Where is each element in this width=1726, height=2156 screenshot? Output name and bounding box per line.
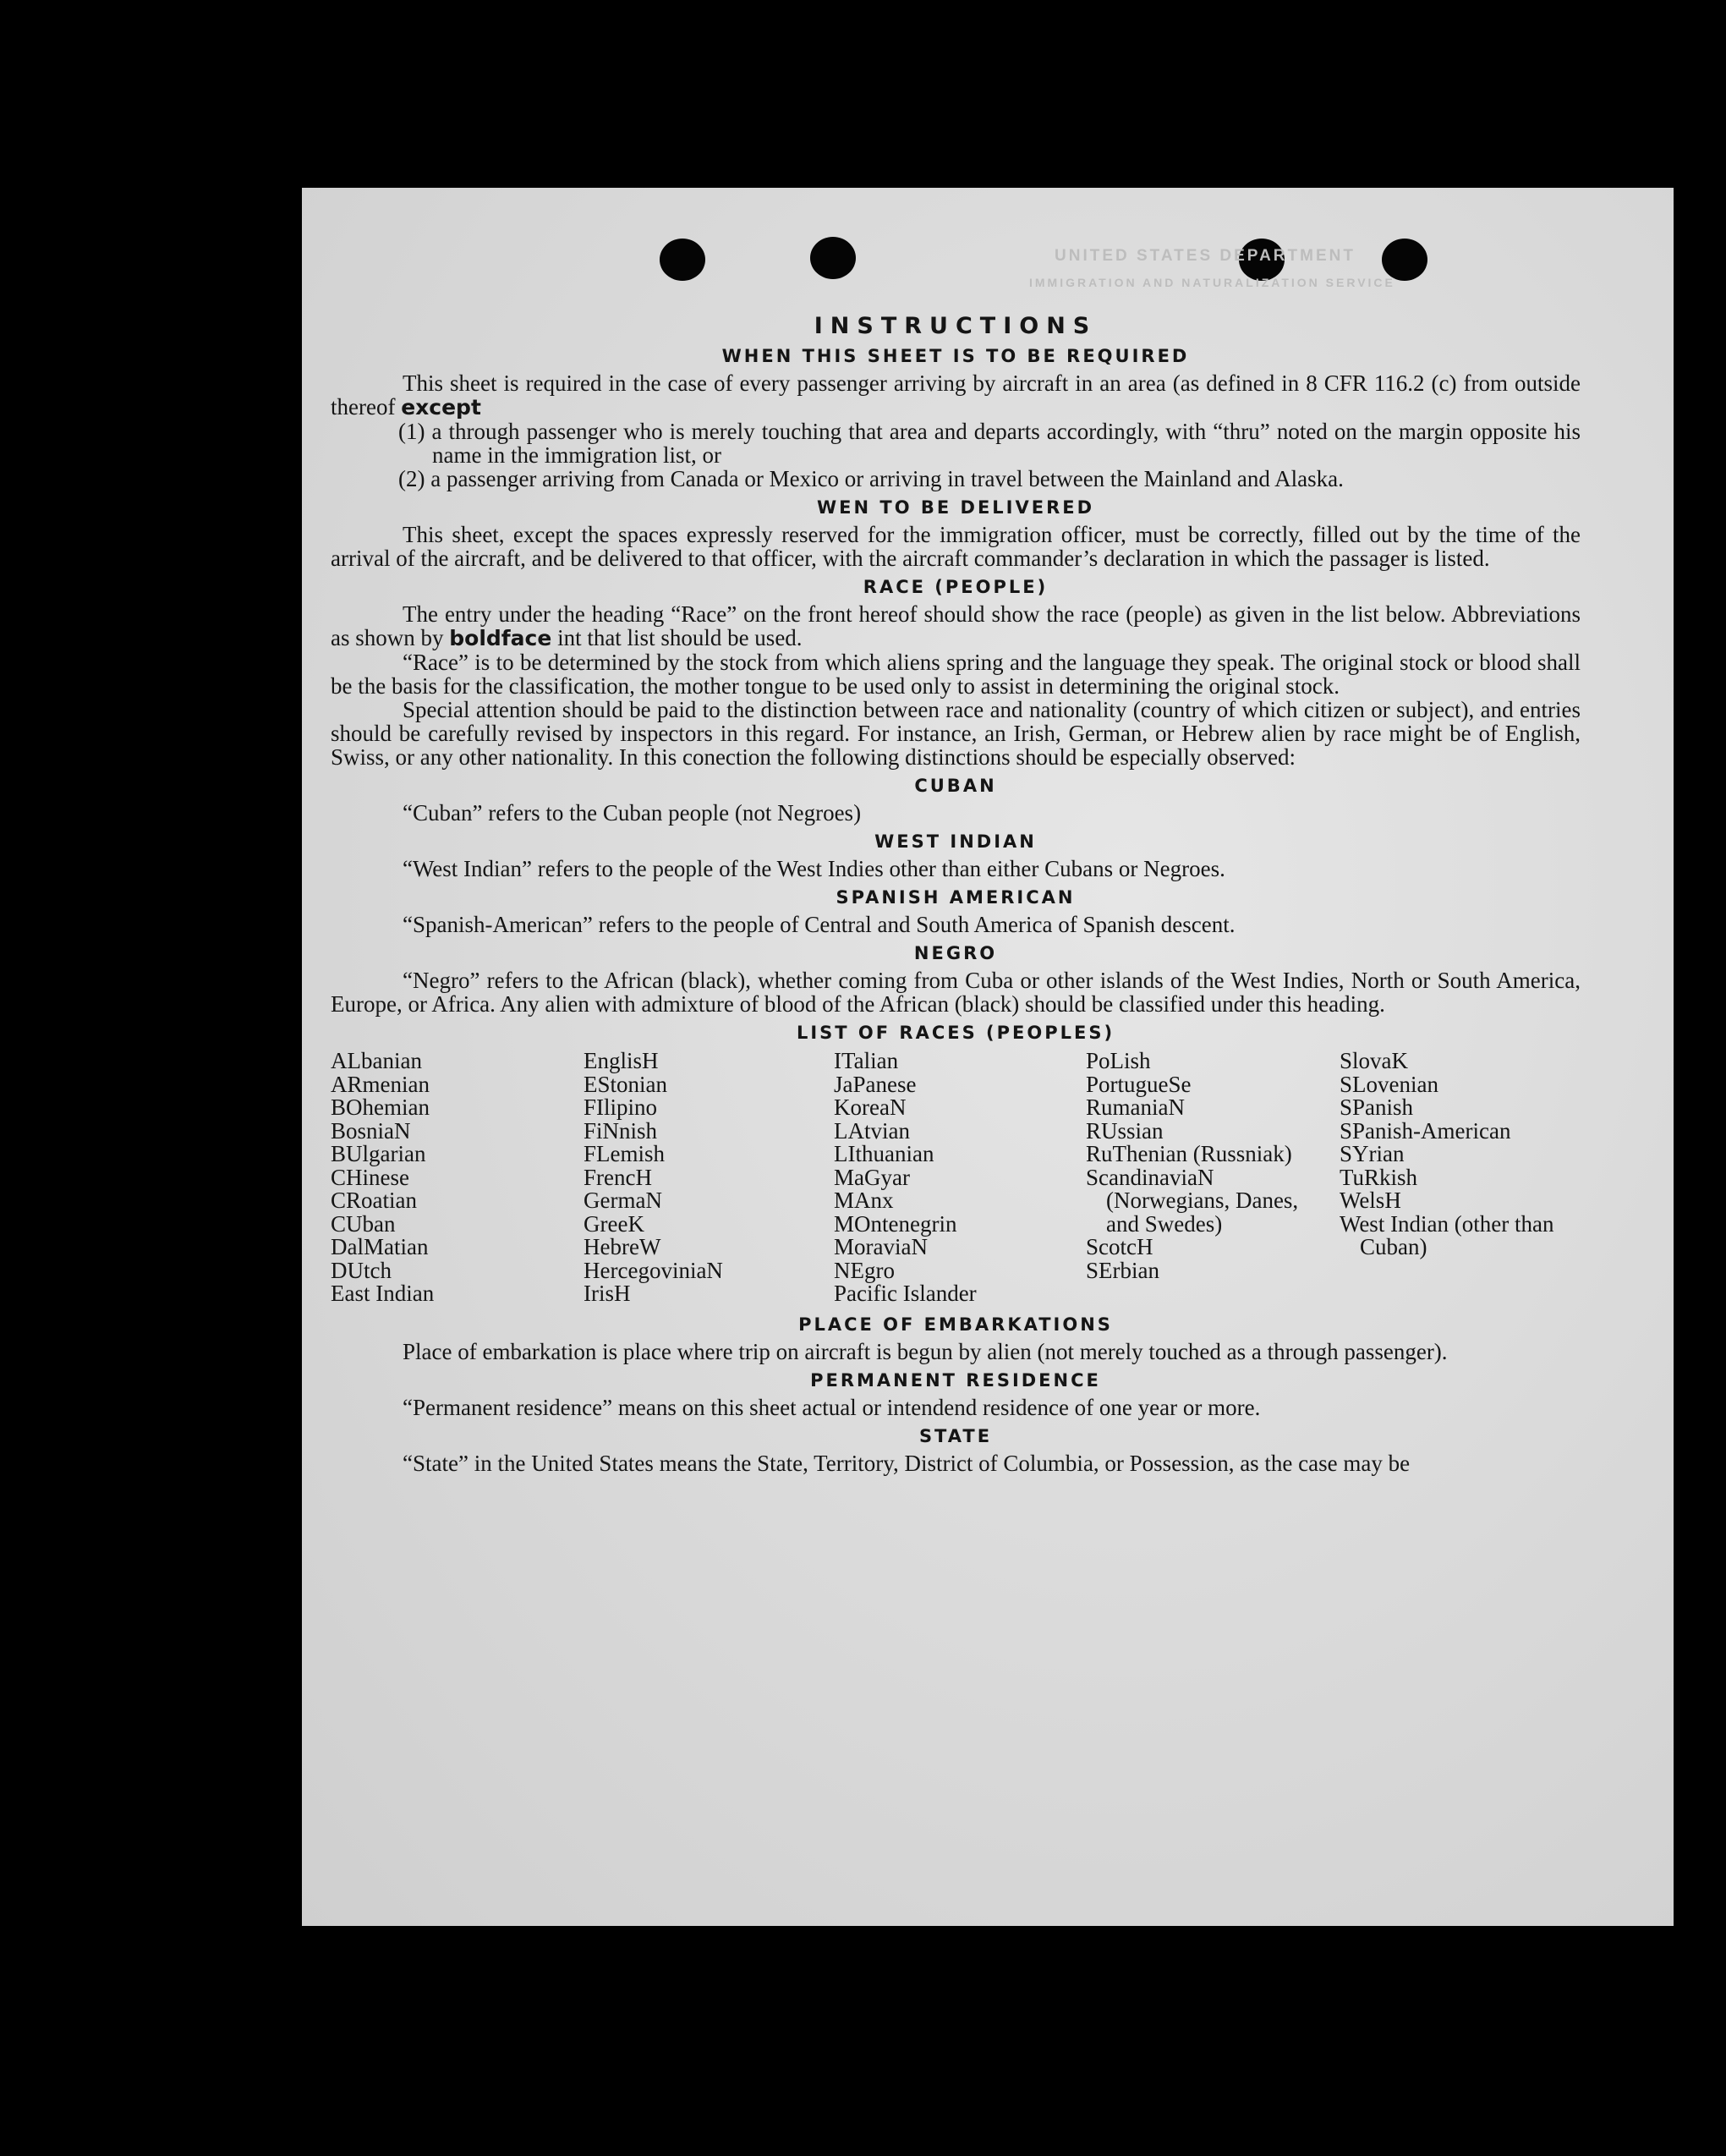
paragraph: “State” in the United States means the State, Territory, District of Columbia, or Possession, as the case may be	[403, 1450, 1411, 1476]
bleed-through-text: UNITED STATES DEPARTMENT	[1055, 247, 1356, 265]
race-entry: EStonian	[584, 1071, 667, 1097]
race-entry: PoLish	[1086, 1048, 1151, 1073]
paragraph: “Cuban” refers to the Cuban people (not Negroes)	[403, 800, 862, 826]
race-entry: TuRkish	[1340, 1164, 1418, 1190]
paragraph: “West Indian” refers to the people of the West Indies other than either Cubans or Negroes.	[403, 856, 1225, 881]
race-entry: BosniaN	[331, 1117, 411, 1144]
race-entry: ARmenian	[331, 1071, 430, 1097]
races-column	[1340, 1050, 1576, 1306]
race-entry: GermaN	[584, 1188, 662, 1213]
race-entry: West Indian (other than Cuban)	[1340, 1210, 1554, 1259]
section-heading: WEN TO BE DELIVERED	[816, 497, 1095, 518]
race-entry: ScandinaviaN (Norwegians, Danes, and Swedes)	[1086, 1164, 1299, 1237]
race-entry: CUban	[331, 1210, 396, 1237]
race-entry: FrencH	[584, 1164, 652, 1190]
section-heading: SPANISH AMERICAN	[836, 887, 1076, 908]
paragraph: The entry under the heading “Race” on the front hereof should show the race (people) as given in the list below. Abbreviations as shown by boldface int that list should be used.	[331, 601, 1581, 650]
race-entry: MAnx	[834, 1188, 894, 1213]
race-entry: RumaniaN	[1086, 1094, 1185, 1120]
race-entry: ITalian	[834, 1048, 899, 1073]
race-entry: East Indian	[331, 1281, 435, 1306]
race-entry: SLovenian	[1340, 1071, 1438, 1097]
race-entry: RUssian	[1086, 1117, 1164, 1144]
paragraph: Place of embarkation is place where trip on aircraft is begun by alien (not merely touched as a through passenger).	[403, 1338, 1448, 1364]
races-column	[1086, 1050, 1340, 1306]
race-entry: FLemish	[584, 1141, 666, 1166]
section-heading: WHEN THIS SHEET IS TO BE REQUIRED	[721, 346, 1190, 366]
race-entry: CRoatian	[331, 1188, 417, 1213]
race-entry: HercegovinіaN	[584, 1257, 723, 1283]
punch-hole	[660, 239, 705, 281]
bleed-through-text: IMMIGRATION AND NATURALIZATION SERVICE	[1029, 276, 1395, 289]
race-entry: MOntenegrin	[834, 1210, 957, 1237]
races-list	[331, 1050, 1581, 1306]
race-entry: GreeK	[584, 1210, 644, 1237]
section-heading: STATE	[918, 1425, 993, 1446]
list-item: (1) a through passenger who is merely touching that area and departs accordingly, with “thru” noted on the margin opposite his name in the immigration list, or	[398, 419, 1581, 468]
section-heading: PERMANENT RESIDENCE	[810, 1369, 1101, 1391]
emphasis-text: except	[401, 395, 481, 420]
race-entry: BUlgarian	[331, 1141, 426, 1166]
race-entry: MoraviaN	[834, 1234, 928, 1259]
races-column	[834, 1050, 1086, 1306]
race-entry: HebreW	[584, 1234, 661, 1259]
punch-hole	[1382, 239, 1427, 281]
race-entry: DalMatian	[331, 1234, 429, 1259]
races-column	[331, 1050, 584, 1306]
race-entry: JaPanese	[834, 1071, 917, 1097]
paragraph: This sheet is required in the case of every passenger arriving by aircraft in an area (as defined in 8 CFR 116.2 (c) from outside thereof except	[331, 370, 1581, 420]
section-heading: CUBAN	[914, 776, 997, 796]
section-heading: NEGRO	[913, 943, 998, 963]
race-entry: ScotcH	[1086, 1234, 1153, 1259]
race-entry: LIthuanian	[834, 1141, 934, 1166]
race-entry: KoreaN	[834, 1094, 907, 1120]
section-heading: RACE (PEOPLE)	[863, 577, 1049, 597]
race-entry: PortugueSe	[1086, 1071, 1192, 1097]
paragraph: This sheet, except the spaces expressly reserved for the immigration officer, must be correctly, filled out by the time of the arrival of the aircraft, and be delivered to that officer, with the aircraft commander’s declaration in which the passager is listed.	[331, 522, 1581, 571]
list-item: (2) a passenger arriving from Canada or Mexico or arriving in travel between the Mainland and Alaska.	[398, 466, 1344, 491]
punch-hole	[810, 237, 856, 279]
race-entry: ALbanian	[331, 1048, 422, 1073]
paragraph: “Spanish-American” refers to the people of Central and South America of Spanish descent.	[403, 912, 1236, 937]
race-entry: CHinese	[331, 1164, 409, 1190]
paragraph: Special attention should be paid to the distinction between race and nationality (country of which citizen or subject), and entries should be carefully revised by inspectors in this regard. For instance, an Irish, German, or Hebrew alien by race might be of English, Swiss, or any other nationality. In this conection the following distinctions should be especially observed:	[331, 697, 1581, 770]
race-entry: SlovaK	[1340, 1048, 1408, 1073]
page-title: INSTRUCTIONS	[814, 313, 1098, 339]
races-column	[584, 1050, 834, 1306]
document-sheet	[302, 188, 1674, 1926]
race-entry: BOhemian	[331, 1094, 430, 1120]
race-entry: SPanish	[1340, 1094, 1414, 1120]
paragraph: “Negro” refers to the African (black), whether coming from Cuba or other islands of the West Indies, North or South America, Europe, or Africa. Any alien with admixture of blood of the African (black) should be classified under this heading.	[331, 968, 1581, 1017]
section-heading: WEST INDIAN	[874, 831, 1037, 852]
paragraph: “Permanent residence” means on this sheet actual or intendend residence of one year or more.	[403, 1394, 1261, 1420]
race-entry: WelsH	[1340, 1188, 1401, 1213]
race-entry: SErbian	[1086, 1257, 1159, 1283]
instructions-content	[331, 313, 1581, 1475]
race-entry: Pacific Islander	[834, 1281, 977, 1306]
emphasis-text: boldface	[449, 626, 552, 650]
race-entry: DUtch	[331, 1257, 392, 1283]
race-entry: EnglisH	[584, 1048, 659, 1073]
race-entry: IrisH	[584, 1281, 631, 1306]
race-entry: NEgro	[834, 1257, 895, 1283]
race-entry: SYrian	[1340, 1141, 1405, 1166]
race-entry: MaGyar	[834, 1164, 910, 1190]
race-entry: FiNnish	[584, 1117, 658, 1144]
section-heading: LIST OF RACES (PEOPLES)	[796, 1023, 1115, 1043]
paragraph: “Race” is to be determined by the stock from which aliens spring and the language they speak. The original stock or blood shall be the basis for the classification, the mother tongue to be used only to assist in determining the original stock.	[331, 650, 1581, 699]
section-heading: PLACE OF EMBARKATIONS	[798, 1314, 1113, 1335]
race-entry: SPanish-American	[1340, 1117, 1511, 1144]
race-entry: LAtvian	[834, 1117, 910, 1144]
race-entry: RuThenian (Russniak)	[1086, 1141, 1292, 1166]
race-entry: FIlipino	[584, 1094, 658, 1120]
